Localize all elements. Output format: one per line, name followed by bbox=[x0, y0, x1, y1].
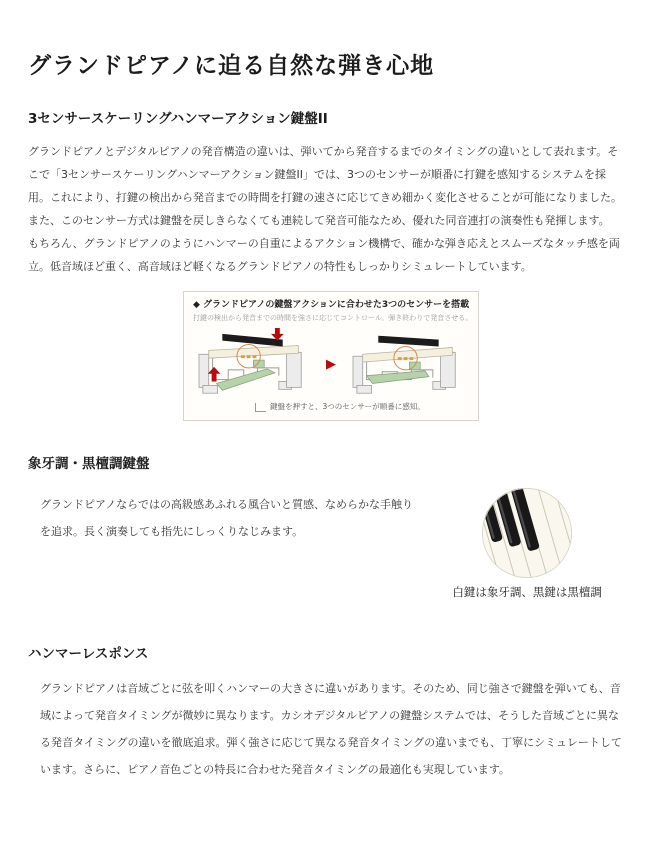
figure-caption-row bbox=[255, 402, 469, 412]
keyboard-photo-column bbox=[432, 487, 622, 599]
sensor-paragraph-1: グランドピアノとデジタルピアノの発音構造の違いは、弾いてから発音するまでのタイミングの違いとして表れます。そこで「3センサースケーリングハンマーアクション鍵盤II」では、3つのセンサーが順番に打鍵を感知するシステムを採用。これにより、打鍵の検出から発音までの時間を打鍵の速さに応じてきめ細かく変化させることが可能になりました。また、このセンサー方式は鍵盤を戻しきらなくても連続して発音可能なため、優れた同音連打の演奏性も発揮します。 bbox=[28, 145, 622, 227]
keyboard-photo-caption: 白鍵は象牙調、黒鍵は黒檀調 bbox=[452, 585, 602, 599]
keyboard-photo bbox=[481, 487, 573, 579]
page-title: グランドピアノに迫る自然な弾き心地 bbox=[28, 53, 435, 79]
ivory-paragraph: グランドピアノならではの高級感あふれる風合いと質感、なめらかな手触りを追求。長く演奏しても指先にしっくりなじみます。 bbox=[40, 498, 414, 538]
sensor-figure bbox=[183, 291, 479, 421]
product-feature-page bbox=[0, 50, 650, 783]
caption-connector-line bbox=[255, 403, 266, 412]
piano-action-diagram-left bbox=[193, 327, 315, 401]
figure-heading: ◆ グランドピアノの鍵盤アクションに合わせた3つのセンサーを搭載 bbox=[193, 300, 470, 310]
section-heading-hammer-response: ハンマーレスポンス bbox=[28, 646, 149, 662]
right-arrow-icon: ▶ bbox=[326, 356, 336, 372]
section-heading-sensor-keyboard: 3センサースケーリングハンマーアクション鍵盤II bbox=[28, 111, 328, 127]
hammer-paragraph: グランドピアノは音域ごとに弦を叩くハンマーの大きさに違いがあります。そのため、同じ強さで鍵盤を弾いても、音域によって発音タイミングが微妙に異なります。カシオデジタルピアノの鍵盤システムでは、そうした音域ごとに異なる発音タイミングの違いを徹底追求。弾く強さに応じて異なる発音タイミングの違いまでも、丁寧にシミュレートしています。さらに、ピアノ音色ごとの特長に合わせた発音タイミングの最適化も実現しています。 bbox=[40, 682, 622, 776]
section-heading-ivory-keys: 象牙調・黒檀調鍵盤 bbox=[28, 456, 150, 472]
figure-subtext: 打鍵の検出から発音までの時間を強さに応じてコントロール。弾き終わりで発音させる。 bbox=[193, 314, 473, 322]
figure-caption: 鍵盤を押すと、3つのセンサーが順番に感知。 bbox=[270, 402, 425, 411]
sensor-paragraph-2: もちろん、グランドピアノのようにハンマーの自重によるアクション機構で、確かな弾き応えとスムーズなタッチ感を両立。低音域ほど重く、高音域ほど軽くなるグランドピアノの特性もしっかりシミュレートしています。 bbox=[28, 237, 620, 273]
ivory-section-row bbox=[28, 487, 622, 599]
piano-action-diagram-right bbox=[347, 327, 469, 401]
action-diagrams bbox=[193, 327, 469, 401]
